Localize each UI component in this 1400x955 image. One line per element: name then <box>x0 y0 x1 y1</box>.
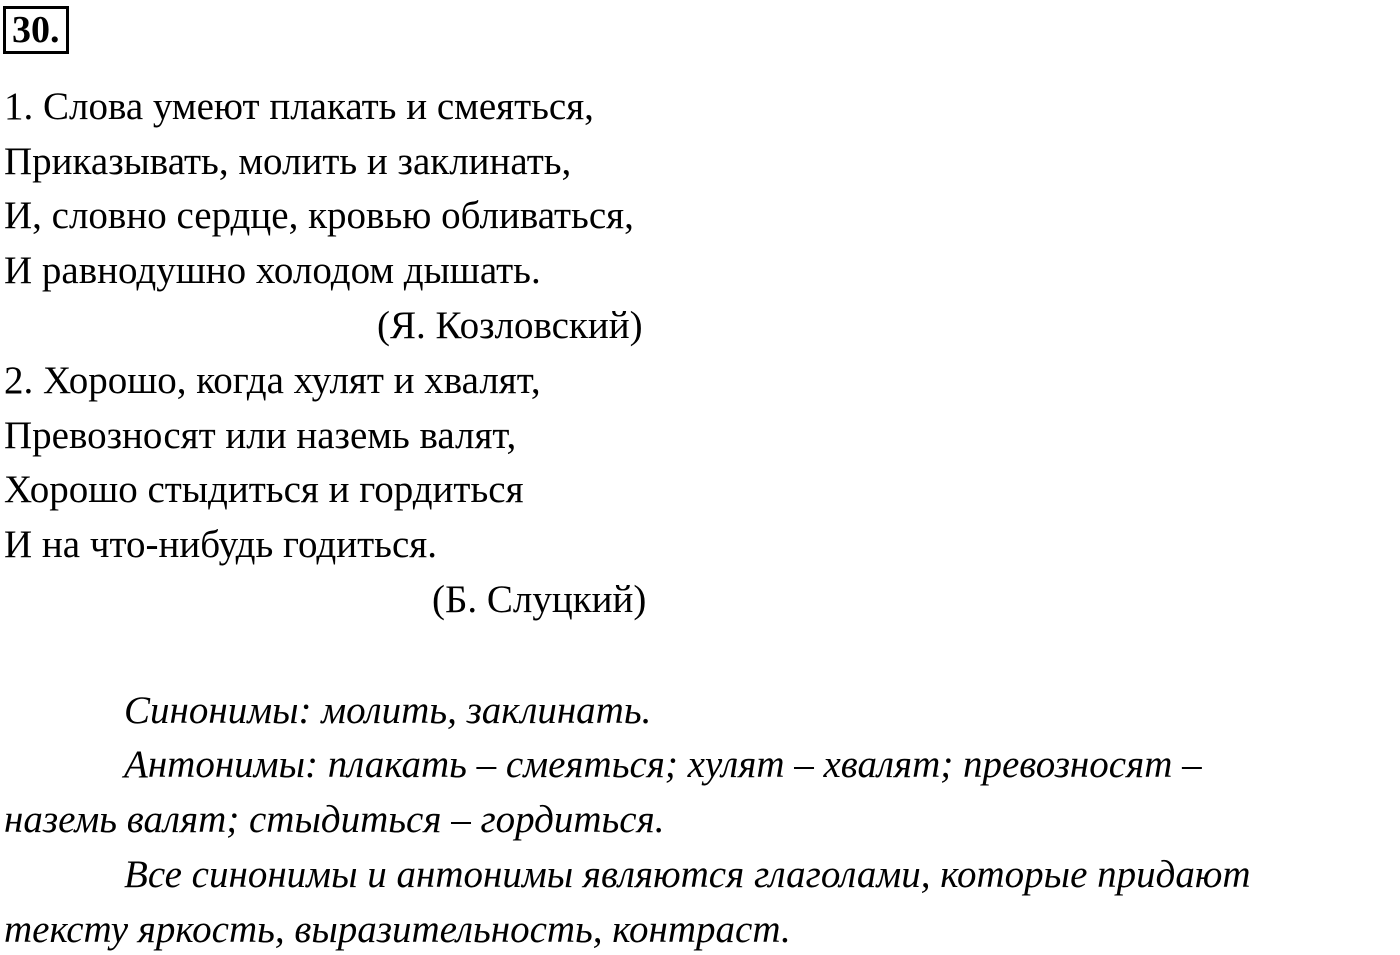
answer-conclusion: Все синонимы и антонимы являются глаголами, которые придают <box>124 853 1251 896</box>
answer-synonyms: Синонимы: молить, заклинать. <box>124 689 652 732</box>
answer-antonyms: Антонимы: плакать – смеяться; хулят – хвалят; превозносят – <box>124 743 1202 786</box>
poem2-line-2: Превозносят или наземь валят, <box>4 414 517 457</box>
poem1-line-4: И равнодушно холодом дышать. <box>4 249 541 292</box>
poem2-line-3: Хорошо стыдиться и гордиться <box>4 468 524 511</box>
poem2-author: (Б. Слуцкий) <box>432 578 647 621</box>
poem1-line-3: И, словно сердце, кровью обливаться, <box>4 194 634 237</box>
poem2-line-4: И на что-нибудь годиться. <box>4 523 437 566</box>
poem1-line-1: 1. Слова умеют плакать и смеяться, <box>4 85 594 128</box>
poem1-line-2: Приказывать, молить и заклинать, <box>4 140 572 183</box>
answer-conclusion-cont: тексту яркость, выразительность, контраст. <box>4 908 791 951</box>
poem1-author: (Я. Козловский) <box>377 304 643 347</box>
exercise-number: 30. <box>3 6 69 54</box>
answer-antonyms-cont: наземь валят; стыдиться – гордиться. <box>4 798 665 841</box>
poem2-line-1: 2. Хорошо, когда хулят и хвалят, <box>4 359 541 402</box>
